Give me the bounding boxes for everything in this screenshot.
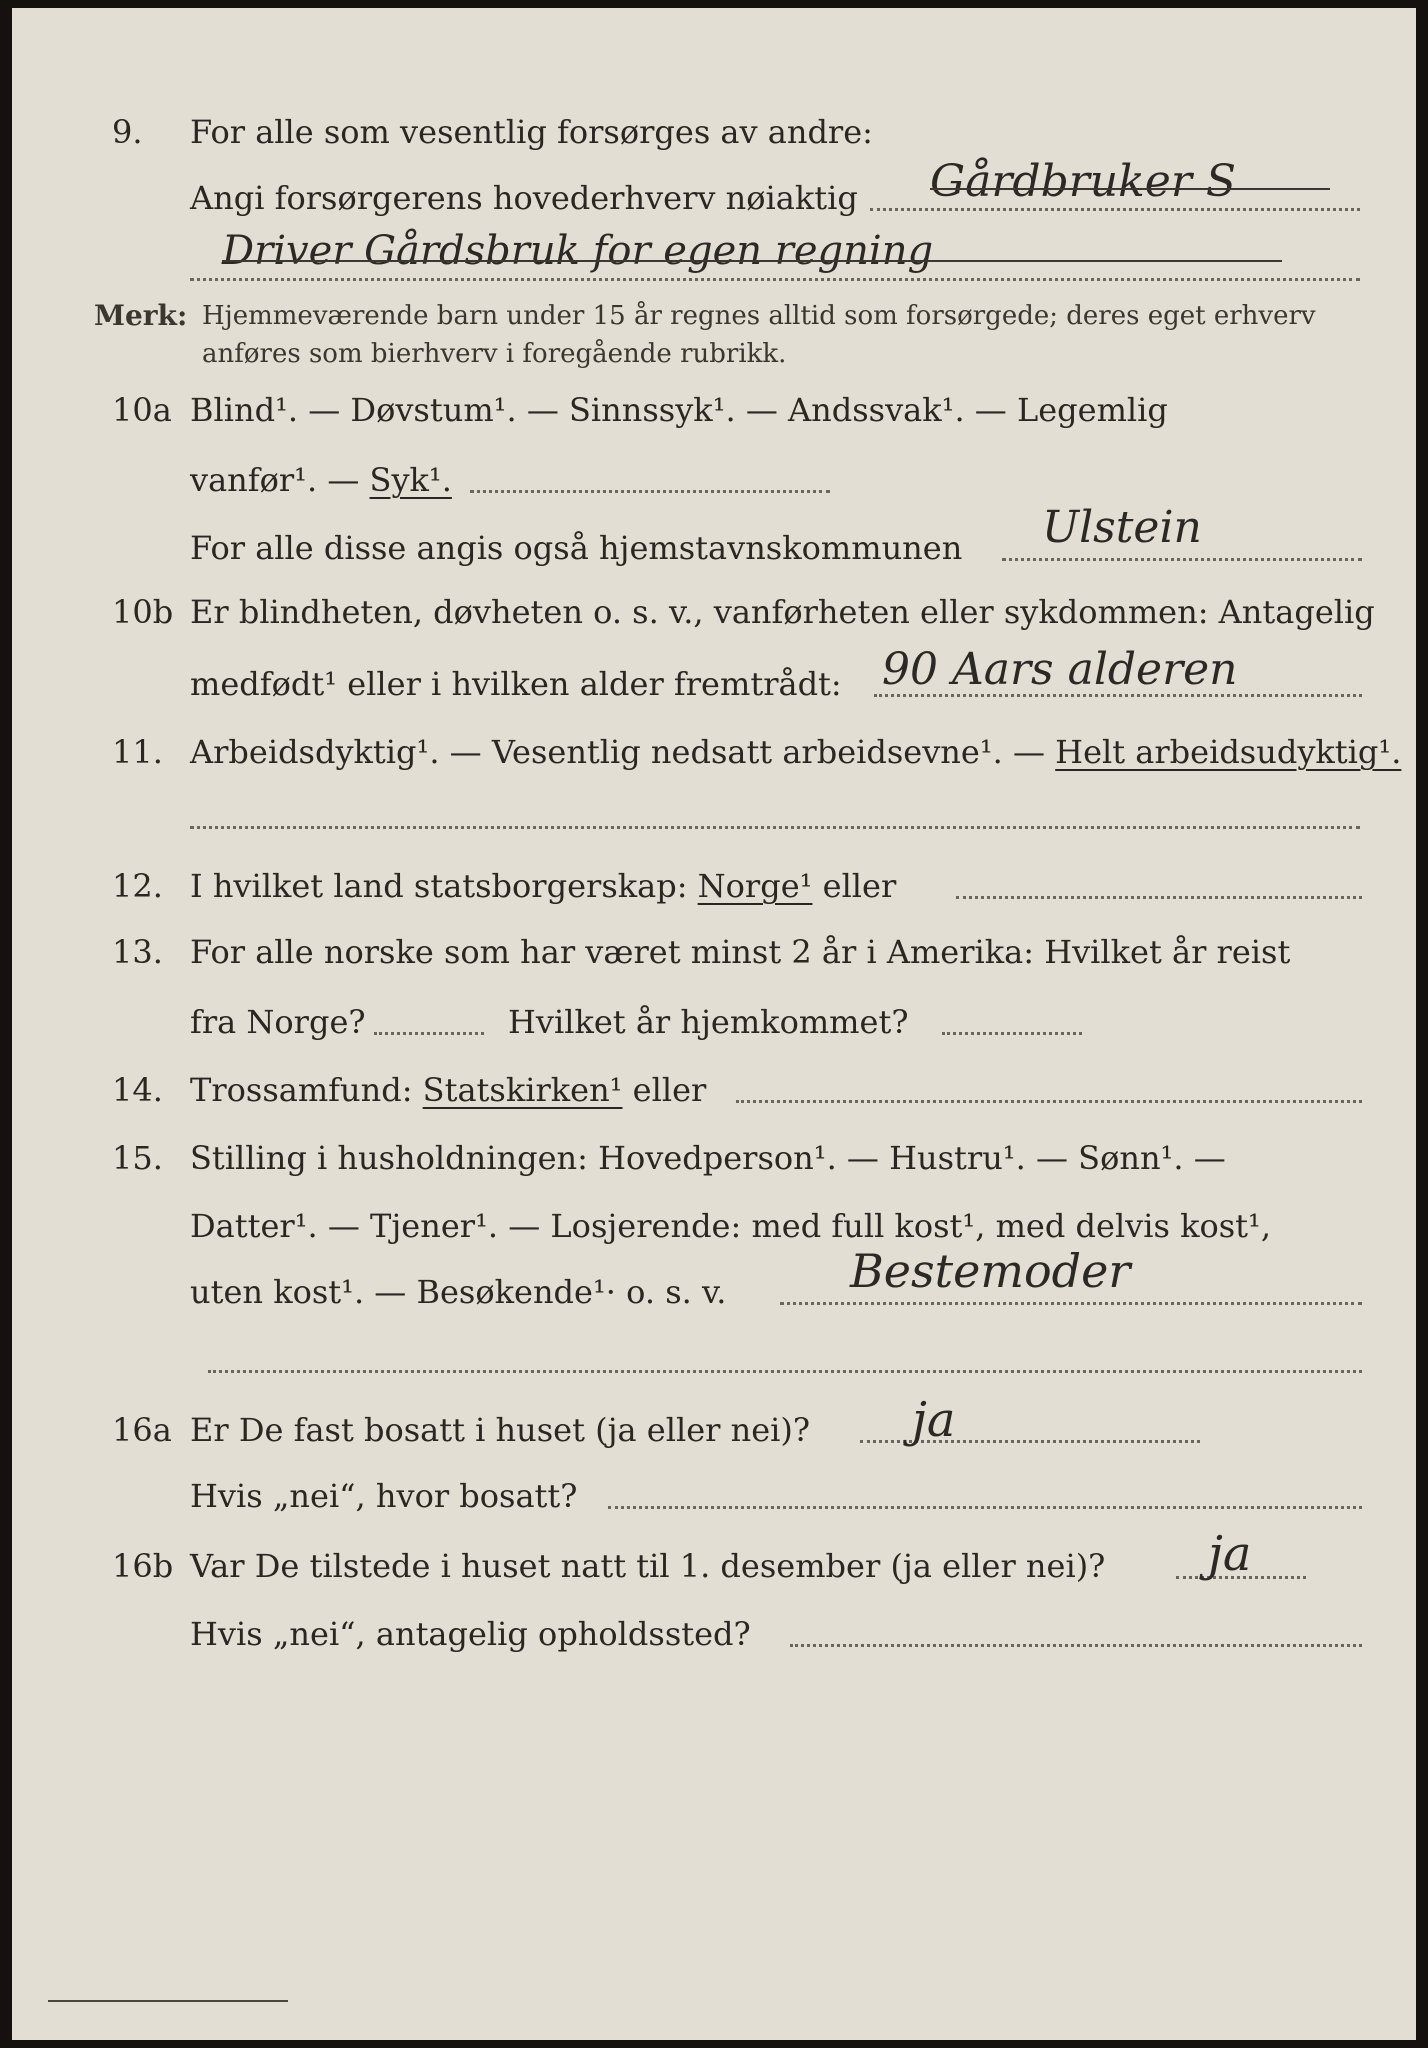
q9-answer-line-1 bbox=[870, 208, 1360, 211]
q12-answer-line bbox=[956, 896, 1362, 899]
q12-number: 12. bbox=[112, 867, 163, 905]
q15-handwriting: Bestemoder bbox=[850, 1244, 1131, 1298]
q14-line-1-a: Trossamfund: bbox=[190, 1071, 413, 1109]
q10a-line-2 bbox=[190, 460, 452, 500]
q16b-handwriting: ja bbox=[1208, 1526, 1252, 1582]
q9-line-2: Angi forsørgerens hovederhverv nøiaktig bbox=[190, 179, 858, 217]
merk-line-2: anføres som bierhverv i foregående rubrikk. bbox=[202, 339, 787, 369]
q11-line-1-a: Arbeidsdyktig¹. — Vesentlig nedsatt arbeidsevne¹. — bbox=[190, 733, 1045, 771]
q16b-number: 16b bbox=[112, 1547, 174, 1585]
q11-helt-arbeidsudyktig: Helt arbeidsudyktig¹. bbox=[1055, 733, 1402, 771]
q11-answer-line bbox=[190, 826, 1360, 829]
q13-line-1: For alle norske som har været minst 2 år i Amerika: Hvilket år reist bbox=[190, 933, 1291, 971]
q9-strikethrough-2 bbox=[222, 260, 1282, 262]
q14-statskirken: Statskirken¹ bbox=[422, 1071, 623, 1109]
q16b-answer-line-2 bbox=[790, 1644, 1362, 1647]
q11-number: 11. bbox=[112, 733, 163, 771]
q16a-number: 16a bbox=[112, 1411, 172, 1449]
q15-line-3: uten kost¹. — Besøkende¹· o. s. v. bbox=[190, 1273, 727, 1311]
q15-number: 15. bbox=[112, 1139, 163, 1177]
q10a-number: 10a bbox=[112, 391, 172, 429]
q12-line-1 bbox=[190, 866, 896, 906]
q16a-line-2: Hvis „nei“, hvor bosatt? bbox=[190, 1477, 578, 1515]
q10a-answer-line-2 bbox=[1002, 558, 1362, 561]
q16a-line-1: Er De fast bosatt i huset (ja eller nei)? bbox=[190, 1411, 811, 1449]
q15-line-1: Stilling i husholdningen: Hovedperson¹. — Hustru¹. — Sønn¹. — bbox=[190, 1139, 1226, 1177]
q16b-line-2: Hvis „nei“, antagelig opholdssted? bbox=[190, 1615, 751, 1653]
q10a-answer-line-1 bbox=[470, 490, 830, 493]
q9-handwriting-1: Gårdbruker S bbox=[930, 156, 1236, 207]
q16a-answer-line-1 bbox=[860, 1440, 1200, 1443]
q14-answer-line bbox=[736, 1100, 1362, 1103]
q12-line-1-c: eller bbox=[822, 867, 897, 905]
q10a-line-1: Blind¹. — Døvstum¹. — Sinnssyk¹. — Andssvak¹. — Legemlig bbox=[190, 391, 1168, 429]
q9-answer-line-2 bbox=[190, 278, 1360, 281]
merk-line-1: Hjemmeværende barn under 15 år regnes alltid som forsørgede; deres eget erhverv bbox=[202, 301, 1316, 331]
q10a-handwriting: Ulstein bbox=[1042, 502, 1202, 553]
q12-norge: Norge¹ bbox=[697, 867, 813, 905]
merk-label: Merk: bbox=[94, 299, 188, 332]
q10b-line-1: Er blindheten, døvheten o. s. v., vanførheten eller sykdommen: Antagelig bbox=[190, 593, 1375, 631]
footer-rule bbox=[48, 2000, 288, 2002]
q14-number: 14. bbox=[112, 1071, 163, 1109]
q9-number: 9. bbox=[112, 113, 143, 151]
q10a-syk: Syk¹. bbox=[369, 461, 452, 499]
q12-line-1-a: I hvilket land statsborgerskap: bbox=[190, 867, 688, 905]
q15-answer-line-1 bbox=[780, 1302, 1362, 1305]
census-form-page bbox=[12, 8, 1416, 2040]
q9-line-1: For alle som vesentlig forsørges av andre: bbox=[190, 113, 873, 151]
q10a-line-3: For alle disse angis også hjemstavnskommunen bbox=[190, 529, 963, 567]
q13-number: 13. bbox=[112, 933, 163, 971]
q9-strikethrough-1 bbox=[930, 188, 1330, 190]
q13-answer-line-1 bbox=[374, 1032, 484, 1035]
q9-handwriting-2: Driver Gårdsbruk for egen regning bbox=[222, 228, 934, 274]
q13-line-2-b: Hvilket år hjemkommet? bbox=[508, 1003, 909, 1041]
q13-answer-line-2 bbox=[942, 1032, 1082, 1035]
q15-line-2: Datter¹. — Tjener¹. — Losjerende: med full kost¹, med delvis kost¹, bbox=[190, 1207, 1272, 1245]
q11-line-1 bbox=[190, 732, 1401, 772]
q14-line-1-c: eller bbox=[632, 1071, 707, 1109]
q14-line-1 bbox=[190, 1070, 706, 1110]
q15-answer-line-2 bbox=[208, 1370, 1362, 1373]
q16a-answer-line-2 bbox=[608, 1506, 1362, 1509]
q13-line-2-a: fra Norge? bbox=[190, 1003, 366, 1041]
q10b-number: 10b bbox=[112, 593, 174, 631]
q10b-handwriting: 90 Aars alderen bbox=[882, 644, 1238, 695]
q16a-handwriting: ja bbox=[912, 1392, 956, 1448]
q10a-line-2-a: vanfør¹. — bbox=[190, 461, 360, 499]
q16b-line-1: Var De tilstede i huset natt til 1. desember (ja eller nei)? bbox=[190, 1547, 1106, 1585]
q10b-line-2: medfødt¹ eller i hvilken alder fremtrådt: bbox=[190, 665, 842, 703]
